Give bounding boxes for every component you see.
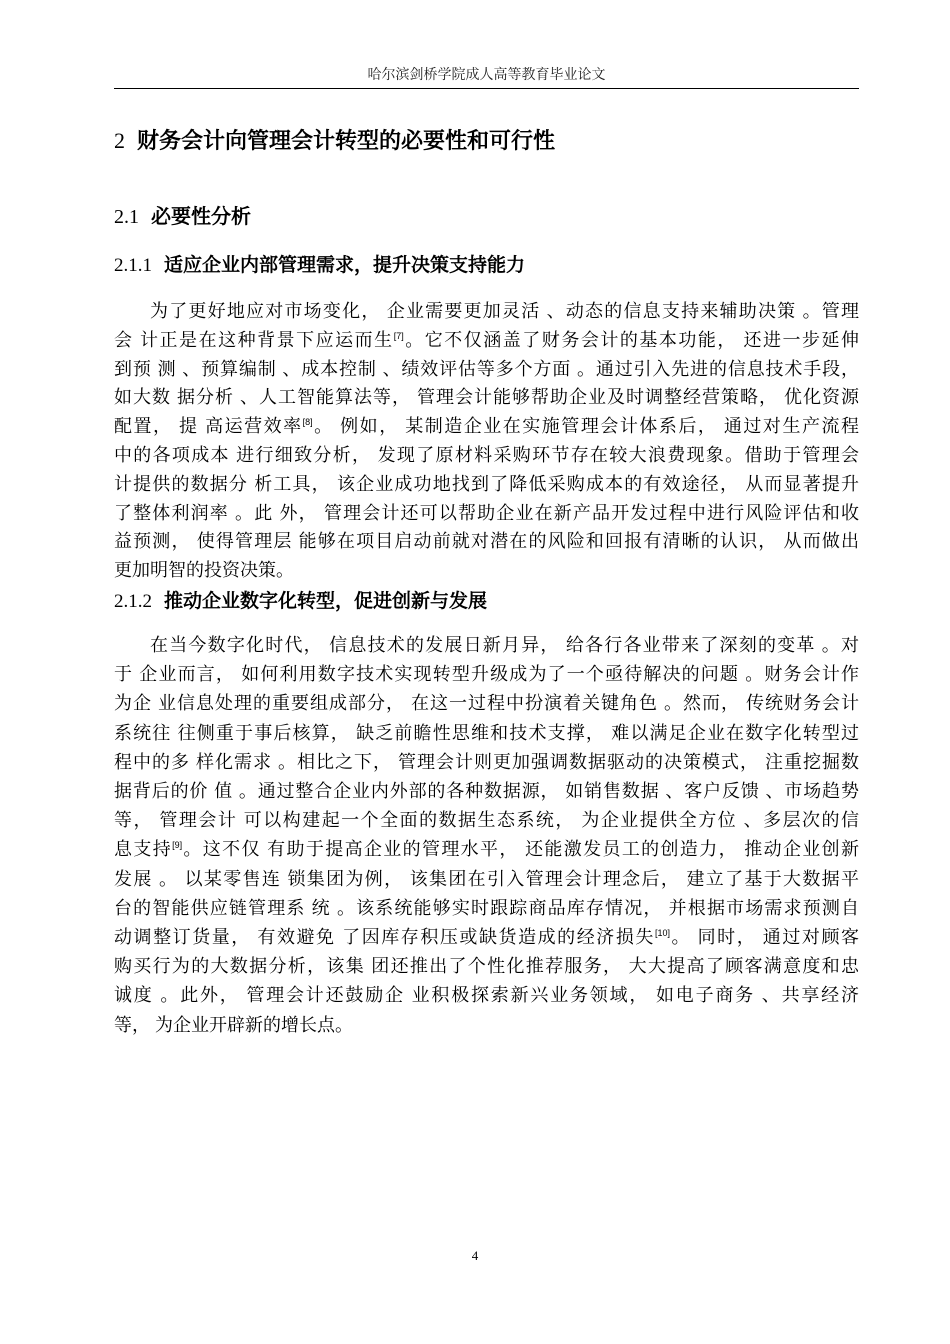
text-segment: 了整体利润率 。此 外， 管理会计还可以帮助企业在新产品开发过程中进行风险评估和收 bbox=[114, 502, 859, 523]
text-segment: 。 例如， 某制造企业在实施管理会计体系后， 通过对生产流程 bbox=[312, 416, 859, 437]
text-segment: 益预测， 使得管理层 能够在项目启动前就对潜在的风险和回报有清晰的认识， 从而做出 bbox=[114, 531, 859, 552]
text-segment: 于 企业而言， 如何利用数字技术实现转型升级成为了一个亟待解决的问题 。财务会计作 bbox=[114, 664, 859, 685]
text-line bbox=[114, 779, 859, 803]
text-line bbox=[114, 472, 859, 496]
text-line bbox=[114, 808, 859, 832]
text-segment: 在当今数字化时代， 信息技术的发展日新月异， 给各行各业带来了深刻的变革 。对 bbox=[150, 635, 859, 655]
citation-reference: [9] bbox=[172, 840, 183, 851]
text-segment: 到预 测 、预算编制 、成本控制 、绩效评估等多个方面 。通过引入先进的信息技术手段， bbox=[114, 358, 859, 379]
text-segment: 如大数 据分析 、人工智能算法等， 管理会计能够帮助企业及时调整经营策略， 优化资源 bbox=[114, 387, 859, 408]
text-segment: 计提供的数据分 析工具， 该企业成功地找到了降低采购成本的有效途径， 从而显著提升 bbox=[114, 473, 859, 494]
text-line bbox=[150, 633, 859, 657]
text-line bbox=[114, 925, 859, 949]
subsection-title: 推动企业数字化转型，促进创新与发展 bbox=[164, 591, 488, 612]
text-line bbox=[114, 691, 859, 715]
chapter-title: 财务会计向管理会计转型的必要性和可行性 bbox=[137, 128, 556, 153]
text-segment: 系统往 往侧重于事后核算， 缺乏前瞻性思维和技术支撑， 难以满足企业在数字化转型过 bbox=[114, 722, 859, 743]
section-heading bbox=[114, 200, 251, 229]
text-line bbox=[114, 662, 859, 686]
text-segment: 中的各项成本 进行细致分析， 发现了原材料采购环节存在较大浪费现象。借助于管理会 bbox=[114, 445, 859, 465]
text-line bbox=[114, 1013, 859, 1037]
text-line bbox=[114, 414, 859, 438]
page-number: 4 bbox=[471, 1248, 479, 1263]
text-line bbox=[114, 558, 859, 582]
text-segment: 。 同时， 通过对顾客 bbox=[669, 927, 859, 947]
text-segment: 息支持 bbox=[114, 839, 173, 860]
text-line bbox=[114, 750, 859, 774]
text-segment: 动调整订货量， 有效避免 了因库存积压或缺货造成的经济损失 bbox=[114, 927, 655, 947]
subsection-heading bbox=[114, 586, 487, 613]
header-rule bbox=[114, 88, 859, 89]
citation-reference: [10] bbox=[654, 928, 670, 938]
chapter-heading bbox=[114, 124, 555, 155]
text-line bbox=[114, 357, 859, 381]
text-segment: 更加明智的投资决策。 bbox=[114, 560, 294, 581]
text-line bbox=[150, 299, 859, 323]
text-segment: 为企 业信息处理的重要组成部分， 在这一过程中扮演着关键角色 。然而， 传统财务会计 bbox=[114, 693, 859, 714]
text-line bbox=[114, 328, 859, 352]
running-header: 哈尔滨剑桥学院成人高等教育毕业论文 bbox=[367, 66, 606, 82]
subsection-title: 适应企业内部管理需求，提升决策支持能力 bbox=[164, 255, 526, 276]
text-segment: 诚度 。此外， 管理会计还鼓励企 业积极探索新兴业务领域， 如电子商务 、共享经济 bbox=[114, 985, 859, 1006]
section-title: 必要性分析 bbox=[151, 206, 251, 228]
text-line bbox=[114, 443, 859, 467]
subsection-number: 2.1.1 bbox=[114, 255, 152, 276]
text-segment: 等， 管理会计 可以构建起一个全面的数据生态系统， 为企业提供全方位 、多层次的信 bbox=[114, 810, 859, 831]
text-segment: 台的智能供应链管理系 统 。该系统能够实时跟踪商品库存情况， 并根据市场需求预测自 bbox=[114, 897, 859, 918]
text-line bbox=[114, 954, 859, 978]
citation-reference: [7] bbox=[393, 330, 404, 341]
text-segment: 发展 。 以某零售连 锁集团为例， 该集团在引入管理会计理念后， 建立了基于大数据平 bbox=[114, 868, 859, 889]
subsection-number: 2.1.2 bbox=[114, 591, 152, 612]
text-segment: 据背后的价 值 。通过整合企业内外部的各种数据源， 如销售数据 、客户反馈 、市场趋势 bbox=[114, 781, 859, 801]
section-number: 2.1 bbox=[114, 206, 139, 228]
text-segment: 会 计正是在这种背景下应运而生 bbox=[114, 329, 394, 350]
text-segment: 购买行为的大数据分析，该集 团还推出了个性化推荐服务， 大大提高了顾客满意度和忠 bbox=[114, 956, 859, 977]
subsection-heading bbox=[114, 250, 525, 277]
text-line bbox=[114, 501, 859, 525]
text-line bbox=[114, 529, 859, 553]
text-segment: 。这不仅 有助于提高企业的管理水平， 还能激发员工的创造力， 推动企业创新 bbox=[182, 839, 860, 860]
text-line bbox=[114, 721, 859, 745]
text-segment: 配置， 提 高运营效率 bbox=[114, 416, 303, 437]
text-line bbox=[114, 896, 859, 920]
text-line bbox=[114, 385, 859, 409]
text-segment: 等， 为企业开辟新的增长点。 bbox=[114, 1014, 353, 1035]
chapter-number: 2 bbox=[114, 128, 125, 153]
text-segment: 为了更好地应对市场变化， 企业需要更加灵活 、动态的信息支持来辅助决策 。管理 bbox=[150, 301, 859, 321]
text-line bbox=[114, 837, 859, 861]
text-line bbox=[114, 983, 859, 1007]
text-segment: 程中的多 样化需求 。相比之下， 管理会计则更加强调数据驱动的决策模式， 注重挖掘数 bbox=[114, 751, 859, 772]
text-segment: 。它不仅涵盖了财务会计的基本功能， 还进一步延伸 bbox=[403, 329, 859, 350]
text-line bbox=[114, 867, 859, 891]
citation-reference: [8] bbox=[302, 417, 313, 428]
